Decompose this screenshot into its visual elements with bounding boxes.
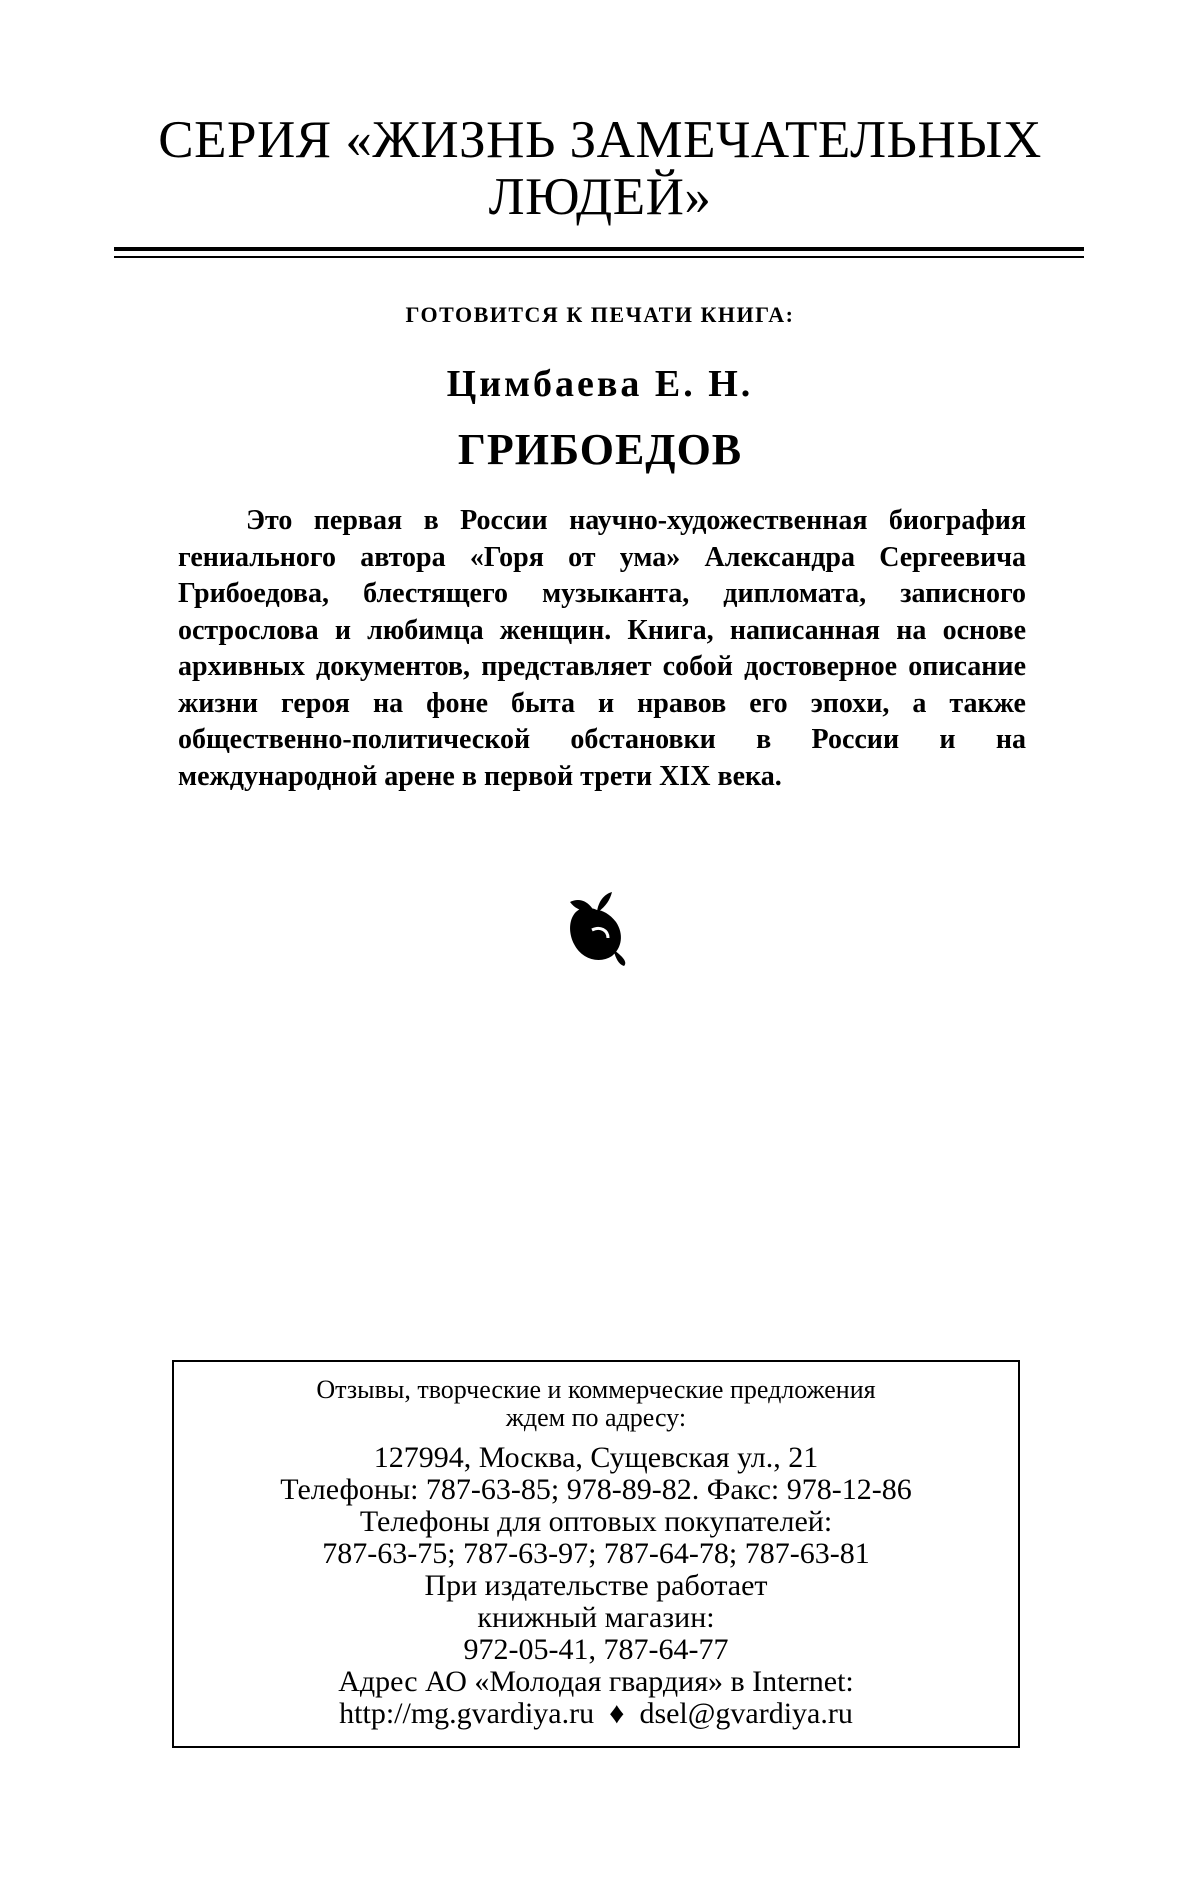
contact-intro-line-1: Отзывы, творческие и коммерческие предложения [316,1375,876,1404]
shop-line-1: При издательстве работает [424,1569,768,1602]
book-author: Цимбаева Е. Н. [446,363,754,405]
floral-ornament-icon [562,890,632,968]
header-rule-thin [114,256,1084,258]
series-title [100,112,1100,226]
diamond-separator-icon: ♦ [609,1697,625,1730]
preparing-label: ГОТОВИТСЯ К ПЕЧАТИ КНИГА: [405,302,795,327]
series-title-line-1: СЕРИЯ «ЖИЗНЬ ЗАМЕЧАТЕЛЬНЫХ [158,111,1042,169]
email-link[interactable]: dsel@gvardiya.ru [639,1697,853,1730]
contact-intro-line-2: ждем по адресу: [505,1403,687,1432]
book-description: Это первая в России научно-художественная биография гениального автора «Горя от ума» Александра Сергеевича Грибоедова, блестящего музыканта, дипломата, записного острослова и любимца женщин. Книга, написанная на основе архивных документов, представляет собой достоверное описание жизни героя на фоне быта и нравов его эпохи, а также общественно-политической обстановки в России и на международной арене в первой трети XIX века. [178,505,1026,792]
publisher-address: 127994, Москва, Сущевская ул., 21 [373,1441,819,1474]
shop-phones: 972-05-41, 787-64-77 [463,1633,729,1666]
shop-line-2: книжный магазин: [477,1601,715,1634]
publisher-phones: Телефоны: 787-63-85; 978-89-82. Факс: 978-12-86 [280,1473,912,1506]
website-link[interactable]: http://mg.gvardiya.ru [339,1697,595,1730]
wholesale-phones: 787-63-75; 787-63-97; 787-64-78; 787-63-81 [322,1537,870,1570]
contact-info-box [172,1360,1020,1748]
internet-label: Адрес АО «Молодая гвардия» в Internet: [338,1665,854,1698]
internet-contacts [174,1698,1018,1730]
book-title: ГРИБОЕДОВ [457,425,743,474]
wholesale-label: Телефоны для оптовых покупателей: [359,1505,833,1538]
series-title-line-2: ЛЮДЕЙ» [488,168,712,226]
header-rule-thick [114,247,1084,251]
